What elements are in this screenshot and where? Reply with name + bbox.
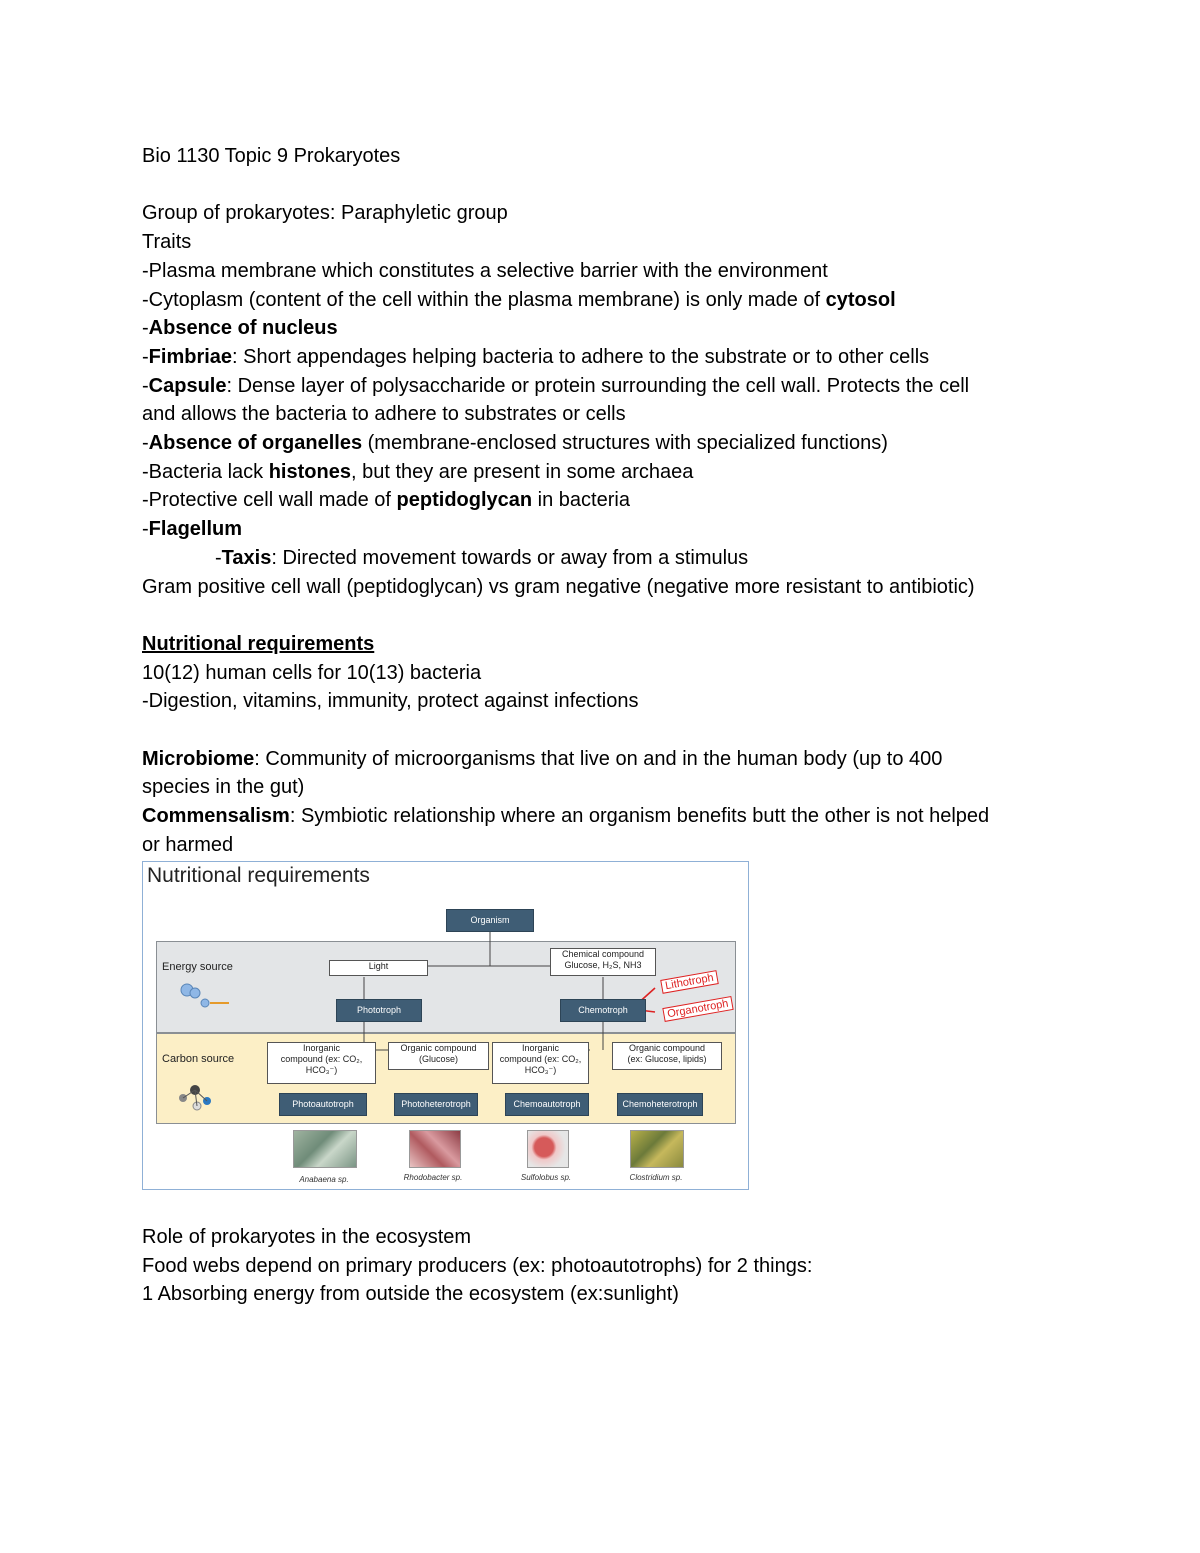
species-caption: Clostridium sp.: [629, 1173, 683, 1182]
trait-histones: [142, 458, 1072, 487]
trait-dash: -: [215, 546, 222, 569]
ecosystem-line-1: Role of prokaryotes in the ecosystem: [142, 1226, 472, 1248]
organotroph-label: Organotroph: [662, 996, 733, 1022]
box-line: Inorganic: [302, 1043, 341, 1053]
ecosystem-line-3: 1 Absorbing energy from outside the ecosystem (ex:sunlight): [142, 1283, 679, 1306]
chemical-label: Chemical compound: [561, 949, 645, 959]
trait-term: cytosol: [825, 288, 896, 311]
inorganic-compound-box-2: [492, 1042, 589, 1084]
trait-text: -Bacteria lack: [142, 460, 269, 483]
trait-dash: -: [142, 432, 149, 455]
organic-compound-box-1: [388, 1042, 489, 1070]
trait-term: Absence of nucleus: [148, 317, 338, 340]
sulfolobus-image: [527, 1130, 569, 1168]
trait-cytoplasm: [142, 286, 1072, 315]
trait-nucleus: [142, 314, 1072, 343]
nutrition-line-1: 10(12) human cells for 10(13) bacteria: [142, 661, 482, 684]
ecosystem-line-2: Food webs depend on primary producers (ex: photoautotrophs) for 2 things:: [142, 1254, 813, 1277]
chemoautotroph-box: Chemoautotroph: [505, 1093, 589, 1116]
commensalism-def-cont: or harmed: [142, 833, 234, 856]
nutrition-heading: Nutritional requirements: [142, 632, 375, 655]
spacer: [142, 171, 1072, 200]
clostridium-image: [630, 1130, 684, 1168]
chemoheterotroph-box: Chemoheterotroph: [617, 1093, 703, 1116]
box-line: Inorganic: [521, 1043, 560, 1053]
trait-term: Absence of organelles: [148, 432, 363, 455]
energy-source-label: Energy source: [162, 961, 233, 973]
trait-dash: -: [142, 345, 149, 368]
anabaena-image: [293, 1130, 357, 1168]
species-caption: Rhodobacter sp.: [403, 1173, 463, 1182]
chemical-example: Glucose, H₂S, NH3: [564, 960, 642, 970]
species-caption: Anabaena sp.: [299, 1175, 349, 1184]
nutritional-requirements-figure: [142, 861, 749, 1190]
trait-dash: -: [142, 374, 149, 397]
box-line: compound (ex: CO₂,: [499, 1054, 582, 1064]
trait-text: , but they are present in some archaea: [350, 460, 694, 483]
trait-plasma-membrane: -Plasma membrane which constitutes a selective barrier with the environment: [142, 259, 828, 282]
trait-term: peptidoglycan: [396, 489, 533, 512]
box-line: compound (ex: CO₂,: [280, 1054, 363, 1064]
ecosystem-section: [142, 1223, 1072, 1309]
trait-dash: -: [142, 317, 149, 340]
inorganic-compound-box-1: [267, 1042, 376, 1084]
trait-fimbriae: [142, 343, 1072, 372]
box-line: Organic compound: [628, 1043, 706, 1053]
trait-text: -Cytoplasm (content of the cell within the plasma membrane) is only made of: [142, 288, 826, 311]
phototroph-box: Phototroph: [336, 999, 422, 1022]
photoautotroph-box: Photoautotroph: [279, 1093, 367, 1116]
lithotroph-label: Lithotroph: [660, 970, 719, 994]
trait-term: Capsule: [148, 374, 227, 397]
trait-text: (membrane-enclosed structures with specialized functions): [362, 432, 888, 455]
trait-text: in bacteria: [532, 489, 630, 512]
trait-flagellum: [142, 515, 1072, 544]
traits-heading: Traits: [142, 231, 192, 254]
document-body: [142, 142, 1072, 860]
chemotroph-box: Chemotroph: [560, 999, 646, 1022]
microbiome-def-cont: species in the gut): [142, 776, 305, 799]
microbiome-def: [142, 745, 1072, 774]
group-line: Group of prokaryotes: Paraphyletic group: [142, 202, 508, 225]
trait-term: histones: [268, 460, 351, 483]
spacer: [142, 601, 1072, 630]
box-line: (ex: Glucose, lipids): [627, 1054, 707, 1064]
rhodobacter-image: [409, 1130, 461, 1168]
commensalism-term: Commensalism: [142, 805, 290, 828]
trait-capsule-cont: and allows the bacteria to adhere to substrates or cells: [142, 403, 626, 426]
trait-term: Fimbriae: [148, 345, 233, 368]
trait-term: Flagellum: [148, 518, 243, 541]
microbiome-term: Microbiome: [142, 747, 255, 770]
trait-capsule: [142, 372, 1072, 401]
organic-compound-box-2: [612, 1042, 722, 1070]
trait-term: Taxis: [221, 546, 272, 569]
document-title: Bio 1130 Topic 9 Prokaryotes: [142, 145, 401, 167]
commensalism-text: : Symbiotic relationship where an organism benefits butt the other is not helped: [289, 805, 990, 828]
organism-box: Organism: [446, 909, 534, 932]
box-line: (Glucose): [418, 1054, 458, 1064]
trait-dash: -: [142, 518, 149, 541]
trait-taxis: [142, 544, 1072, 573]
trait-gram: Gram positive cell wall (peptidoglycan) vs gram negative (negative more resistant to antibiotic): [142, 575, 975, 598]
trait-text: : Dense layer of polysaccharide or protein surrounding the cell wall. Protects the cell: [226, 374, 970, 397]
spacer: [142, 716, 1072, 745]
trait-text: : Short appendages helping bacteria to adhere to the substrate or to other cells: [232, 345, 930, 368]
nutrition-line-2: -Digestion, vitamins, immunity, protect against infections: [142, 690, 639, 713]
figure-title: Nutritional requirements: [147, 864, 370, 887]
commensalism-def: [142, 802, 1072, 831]
photoheterotroph-box: Photoheterotroph: [394, 1093, 478, 1116]
box-line: HCO₃⁻): [524, 1065, 557, 1075]
trait-cell-wall: [142, 486, 1072, 515]
light-box: Light: [329, 960, 428, 976]
chemical-compound-box: [550, 948, 656, 976]
box-line: HCO₃⁻): [305, 1065, 338, 1075]
carbon-source-label: Carbon source: [162, 1053, 235, 1065]
box-line: Organic compound: [400, 1043, 477, 1053]
trait-text: -Protective cell wall made of: [142, 489, 397, 512]
microbiome-text: : Community of microorganisms that live on and in the human body (up to 400: [254, 747, 943, 770]
species-caption: Sulfolobus sp.: [520, 1173, 572, 1182]
trait-text: : Directed movement towards or away from a stimulus: [271, 546, 749, 569]
trait-organelles: [142, 429, 1072, 458]
